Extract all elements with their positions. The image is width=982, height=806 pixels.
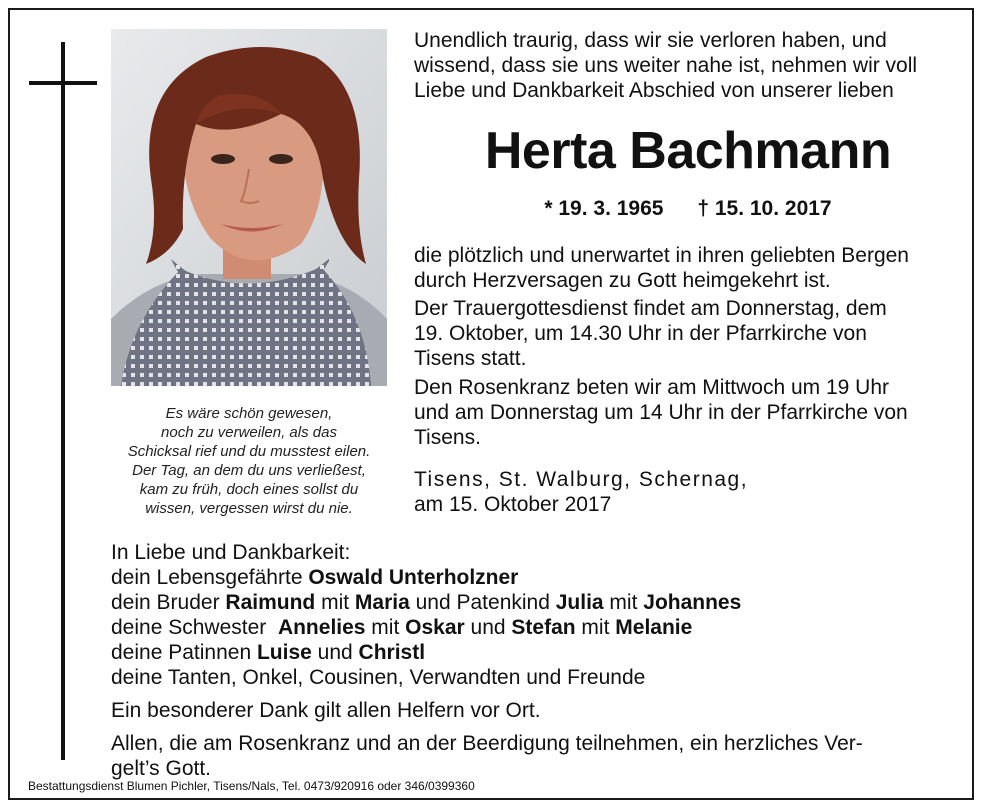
family-section bbox=[111, 540, 961, 781]
poem-line: Der Tag, an dem du uns verließest, bbox=[132, 462, 366, 479]
paragraph-death bbox=[414, 243, 962, 293]
connector-text: und bbox=[311, 641, 359, 664]
family-name: Annelies bbox=[277, 616, 366, 639]
family-heading: In Liebe und Dankbarkeit: bbox=[111, 541, 351, 564]
death-date: † 15. 10. 2017 bbox=[697, 197, 832, 220]
text-line: und am Donnerstag um 14 Uhr in der Pfarrkirche von bbox=[414, 401, 908, 424]
relation-text: dein Bruder bbox=[111, 591, 226, 614]
portrait-photo bbox=[111, 29, 387, 386]
family-name: Stefan bbox=[511, 616, 576, 639]
poem-line: noch zu verweilen, als das bbox=[161, 424, 337, 441]
family-name: Luise bbox=[256, 641, 312, 664]
connector-text: mit bbox=[575, 616, 616, 639]
cross-icon-bar bbox=[29, 81, 97, 85]
family-line-partner bbox=[111, 565, 961, 590]
date-line: am 15. Oktober 2017 bbox=[414, 493, 612, 516]
thanks-line: Ein besonderer Dank gilt allen Helfern vor Ort. bbox=[111, 699, 541, 722]
family-name: Oswald Unterholzner bbox=[308, 566, 519, 589]
poem-line: Es wäre schön gewesen, bbox=[165, 405, 333, 422]
closing-line: Allen, die am Rosenkranz und an der Beerdigung teilnehmen, ein herzliches Ver- bbox=[111, 732, 863, 755]
life-dates bbox=[414, 196, 962, 222]
text-line: 19. Oktober, um 14.30 Uhr in der Pfarrkirche von bbox=[414, 322, 867, 345]
connector-text: und Patenkind bbox=[409, 591, 556, 614]
family-name: Melanie bbox=[615, 616, 693, 639]
birth-date: * 19. 3. 1965 bbox=[544, 197, 664, 220]
poem-line: wissen, vergessen wirst du nie. bbox=[145, 500, 353, 517]
place-line: Tisens, St. Walburg, Schernag, bbox=[414, 468, 749, 491]
family-line-godmothers bbox=[111, 640, 961, 665]
family-name: Oskar bbox=[405, 616, 465, 639]
paragraph-funeral-service bbox=[414, 296, 962, 371]
text-line: Den Rosenkranz beten wir am Mittwoch um 19 Uhr bbox=[414, 376, 890, 399]
relation-text: deine Schwester bbox=[111, 616, 278, 639]
connector-text: mit bbox=[315, 591, 355, 614]
intro-line: Unendlich traurig, dass wir sie verloren haben, und bbox=[414, 29, 887, 52]
obituary-card bbox=[8, 8, 974, 800]
intro-line: wissend, dass sie uns weiter nahe ist, nehmen wir voll bbox=[414, 54, 918, 77]
intro-text bbox=[414, 28, 962, 103]
cross-icon bbox=[61, 42, 65, 760]
paragraph-rosary bbox=[414, 375, 962, 450]
connector-text: und bbox=[464, 616, 512, 639]
place-and-date bbox=[414, 467, 962, 517]
poem-line: kam zu früh, doch eines sollst du bbox=[139, 481, 359, 498]
relation-text: dein Lebensgefährte bbox=[111, 566, 309, 589]
intro-line: Liebe und Dankbarkeit Abschied von unserer lieben bbox=[414, 79, 894, 102]
poem bbox=[111, 404, 387, 518]
text-line: Tisens statt. bbox=[414, 347, 527, 370]
family-name: Christl bbox=[358, 641, 426, 664]
deceased-name: Herta Bachmann bbox=[484, 122, 892, 180]
funeral-service-contact: Bestattungsdienst Blumen Pichler, Tisens/Nals, Tel. 0473/920916 oder 346/0399360 bbox=[28, 779, 475, 793]
closing-line: gelt’s Gott. bbox=[111, 757, 211, 780]
family-name: Johannes bbox=[643, 591, 742, 614]
text-line: Tisens. bbox=[414, 426, 481, 449]
text-line: die plötzlich und unerwartet in ihren geliebten Bergen bbox=[414, 244, 909, 267]
connector-text: mit bbox=[365, 616, 406, 639]
family-name: Julia bbox=[555, 591, 604, 614]
family-line-relatives: deine Tanten, Onkel, Cousinen, Verwandten und Freunde bbox=[111, 666, 646, 689]
text-line: durch Herzversagen zu Gott heimgekehrt ist. bbox=[414, 269, 831, 292]
relation-text: deine Patinnen bbox=[111, 641, 257, 664]
family-name: Maria bbox=[354, 591, 410, 614]
connector-text: mit bbox=[603, 591, 644, 614]
poem-line: Schicksal rief und du musstest eilen. bbox=[127, 443, 371, 460]
family-name: Raimund bbox=[225, 591, 316, 614]
family-line-sisters bbox=[111, 615, 961, 640]
family-line-brother bbox=[111, 590, 961, 615]
text-line: Der Trauergottesdienst findet am Donnerstag, dem bbox=[414, 297, 887, 320]
